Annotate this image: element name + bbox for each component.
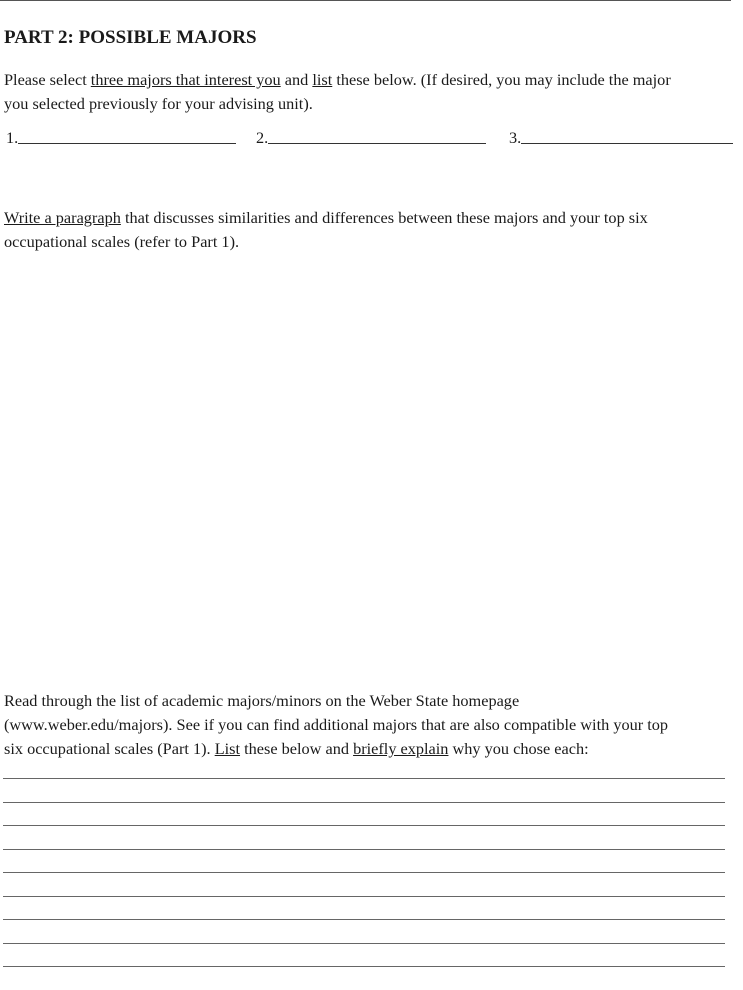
text: these below. (If desired, you may include the major <box>332 70 671 89</box>
text: occupational scales (refer to Part 1). <box>4 232 240 251</box>
major-blank-2[interactable] <box>256 128 486 148</box>
answer-line[interactable] <box>268 143 486 144</box>
text: Read through the list of academic majors/minors on the Weber State homepage <box>4 691 520 710</box>
underlined-text: List <box>214 739 241 758</box>
intro-instructions <box>4 68 743 116</box>
text: you selected previously for your advising unit). <box>4 94 313 113</box>
writing-line[interactable] <box>3 778 725 779</box>
writing-line[interactable] <box>3 943 725 944</box>
writing-lines <box>3 778 725 990</box>
major-blanks <box>6 128 736 150</box>
top-rule <box>0 0 731 1</box>
underlined-text: list <box>312 70 333 89</box>
additional-majors-prompt <box>4 689 743 761</box>
text: Please select <box>4 70 91 89</box>
text: and <box>280 70 313 89</box>
text: why you chose each: <box>448 739 589 758</box>
blank-number: 2. <box>256 128 269 147</box>
answer-line[interactable] <box>521 143 733 144</box>
text: six occupational scales (Part 1). <box>4 739 215 758</box>
writing-line[interactable] <box>3 802 725 803</box>
underlined-text: briefly explain <box>353 739 449 758</box>
major-blank-3[interactable] <box>509 128 733 148</box>
blank-number: 3. <box>509 128 522 147</box>
underlined-text: three majors that interest you <box>90 70 281 89</box>
text: that discusses similarities and differences between these majors and your top six <box>120 208 648 227</box>
writing-line[interactable] <box>3 966 725 967</box>
writing-line[interactable] <box>3 872 725 873</box>
answer-line[interactable] <box>18 143 236 144</box>
writing-line[interactable] <box>3 919 725 920</box>
blank-number: 1. <box>6 128 19 147</box>
paragraph-answer-area[interactable] <box>0 260 743 680</box>
writing-line[interactable] <box>3 825 725 826</box>
writing-line[interactable] <box>3 896 725 897</box>
writing-line[interactable] <box>3 849 725 850</box>
paragraph-prompt <box>4 206 743 254</box>
major-blank-1[interactable] <box>6 128 236 148</box>
text: (www.weber.edu/majors). See if you can find additional majors that are also compatible with your top <box>4 715 669 734</box>
text: these below and <box>240 739 354 758</box>
section-title: PART 2: POSSIBLE MAJORS <box>4 27 257 48</box>
underlined-text: Write a paragraph <box>4 208 121 227</box>
